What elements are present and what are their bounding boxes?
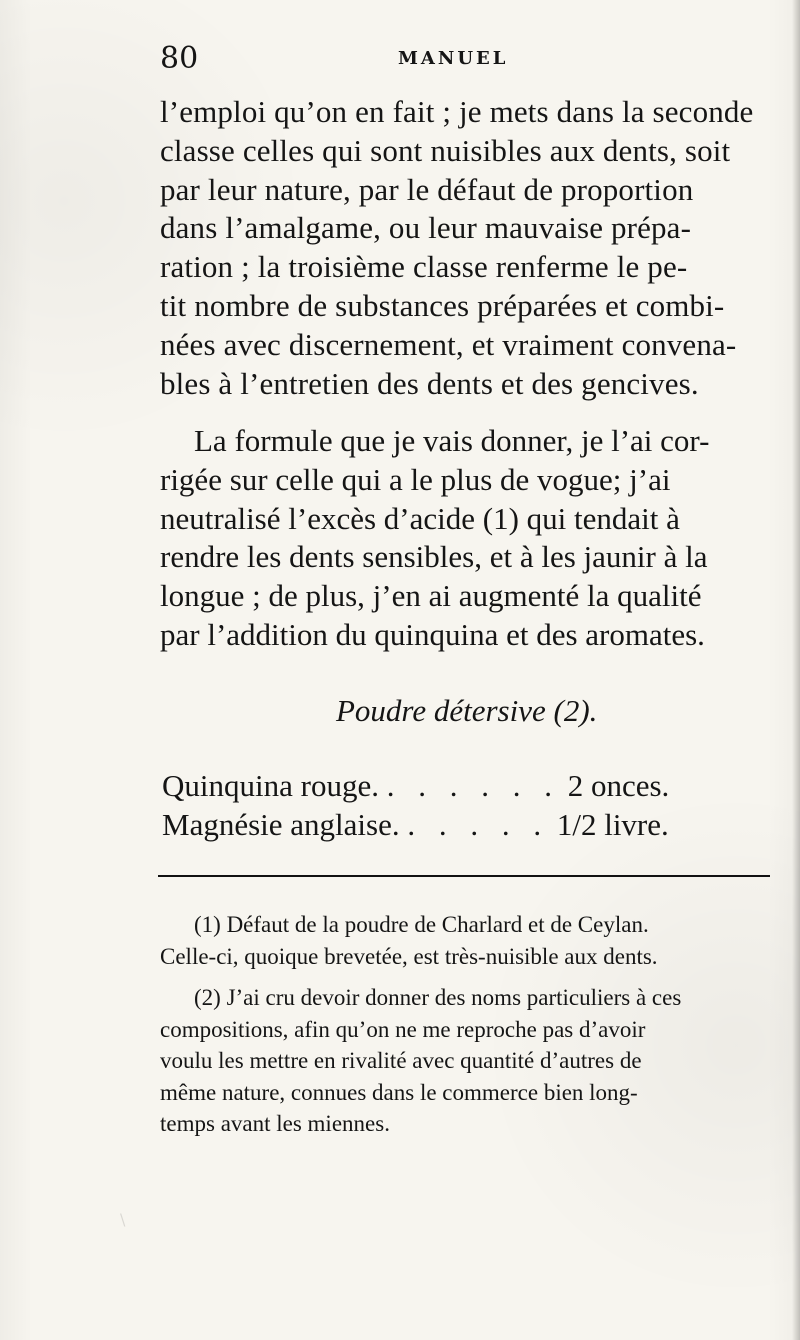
edge-smudge: \ bbox=[120, 1210, 126, 1229]
page-header bbox=[160, 42, 760, 82]
footnote-gap bbox=[160, 972, 778, 982]
main-paragraph-1 bbox=[160, 93, 768, 403]
footnotes bbox=[160, 909, 778, 1140]
leader-dots: . . . . . . bbox=[386, 768, 560, 803]
text-line: tit nombre de substances préparées et combi- bbox=[160, 287, 725, 323]
footnote-line: Celle-ci, quoique brevetée, est très-nuisible aux dents. bbox=[160, 943, 658, 969]
recipe-item-amount: 2 onces. bbox=[567, 768, 670, 803]
recipe-item-amount: 1/2 livre. bbox=[556, 807, 669, 842]
footnote-rule bbox=[158, 875, 770, 877]
footnote-line: même nature, connues dans le commerce bien long- bbox=[160, 1079, 638, 1105]
footnote-line: voulu les mettre en rivalité avec quantité d’autres de bbox=[160, 1048, 642, 1073]
leader-dots: . . . . . bbox=[407, 807, 550, 842]
footnote-line: (1) Défaut de la poudre de Charlard et de Ceylan. bbox=[194, 912, 649, 937]
recipe-item-name: Quinquina rouge. bbox=[162, 768, 379, 803]
text-line: rendre les dents sensibles, et à les jaunir à la bbox=[160, 539, 708, 575]
recipe-item-name: Magnésie anglaise. bbox=[162, 807, 400, 842]
main-paragraph-2 bbox=[160, 421, 768, 654]
text-line: bles à l’entretien des dents et des gencives. bbox=[160, 365, 699, 401]
text-line: rigée sur celle qui a le plus de vogue; j’ai bbox=[160, 461, 671, 497]
text-line: neutralisé l’excès d’acide (1) qui tendait à bbox=[160, 500, 680, 536]
footnote-line: compositions, afin qu’on ne me reproche pas d’avoir bbox=[160, 1016, 646, 1042]
text-line: longue ; de plus, j’en ai augmenté la qualité bbox=[160, 578, 702, 614]
recipe-item bbox=[162, 807, 722, 843]
running-head: MANUEL bbox=[398, 48, 509, 69]
text-line: par leur nature, par le défaut de proportion bbox=[160, 171, 694, 207]
text-line: dans l’amalgame, ou leur mauvaise prépa- bbox=[160, 210, 692, 246]
recipe-title: Poudre détersive (2). bbox=[336, 693, 598, 728]
page-number: 80 bbox=[160, 41, 199, 76]
text-line: classe celles qui sont nuisibles aux dents, soit bbox=[160, 132, 731, 168]
page-edge-shadow bbox=[792, 0, 800, 1340]
footnote-line: (2) J’ai cru devoir donner des noms particuliers à ces bbox=[194, 985, 682, 1010]
text-line: La formule que je vais donner, je l’ai cor- bbox=[194, 423, 710, 458]
text-line: l’emploi qu’on en fait ; je mets dans la seconde bbox=[160, 94, 754, 129]
footnote-line: temps avant les miennes. bbox=[160, 1111, 390, 1136]
text-line: nées avec discernement, et vraiment convena- bbox=[160, 326, 737, 362]
text-line: ration ; la troisième classe renferme le pe- bbox=[160, 249, 688, 285]
recipe-item bbox=[162, 768, 722, 804]
text-line: par l’addition du quinquina et des aromates. bbox=[160, 616, 705, 652]
